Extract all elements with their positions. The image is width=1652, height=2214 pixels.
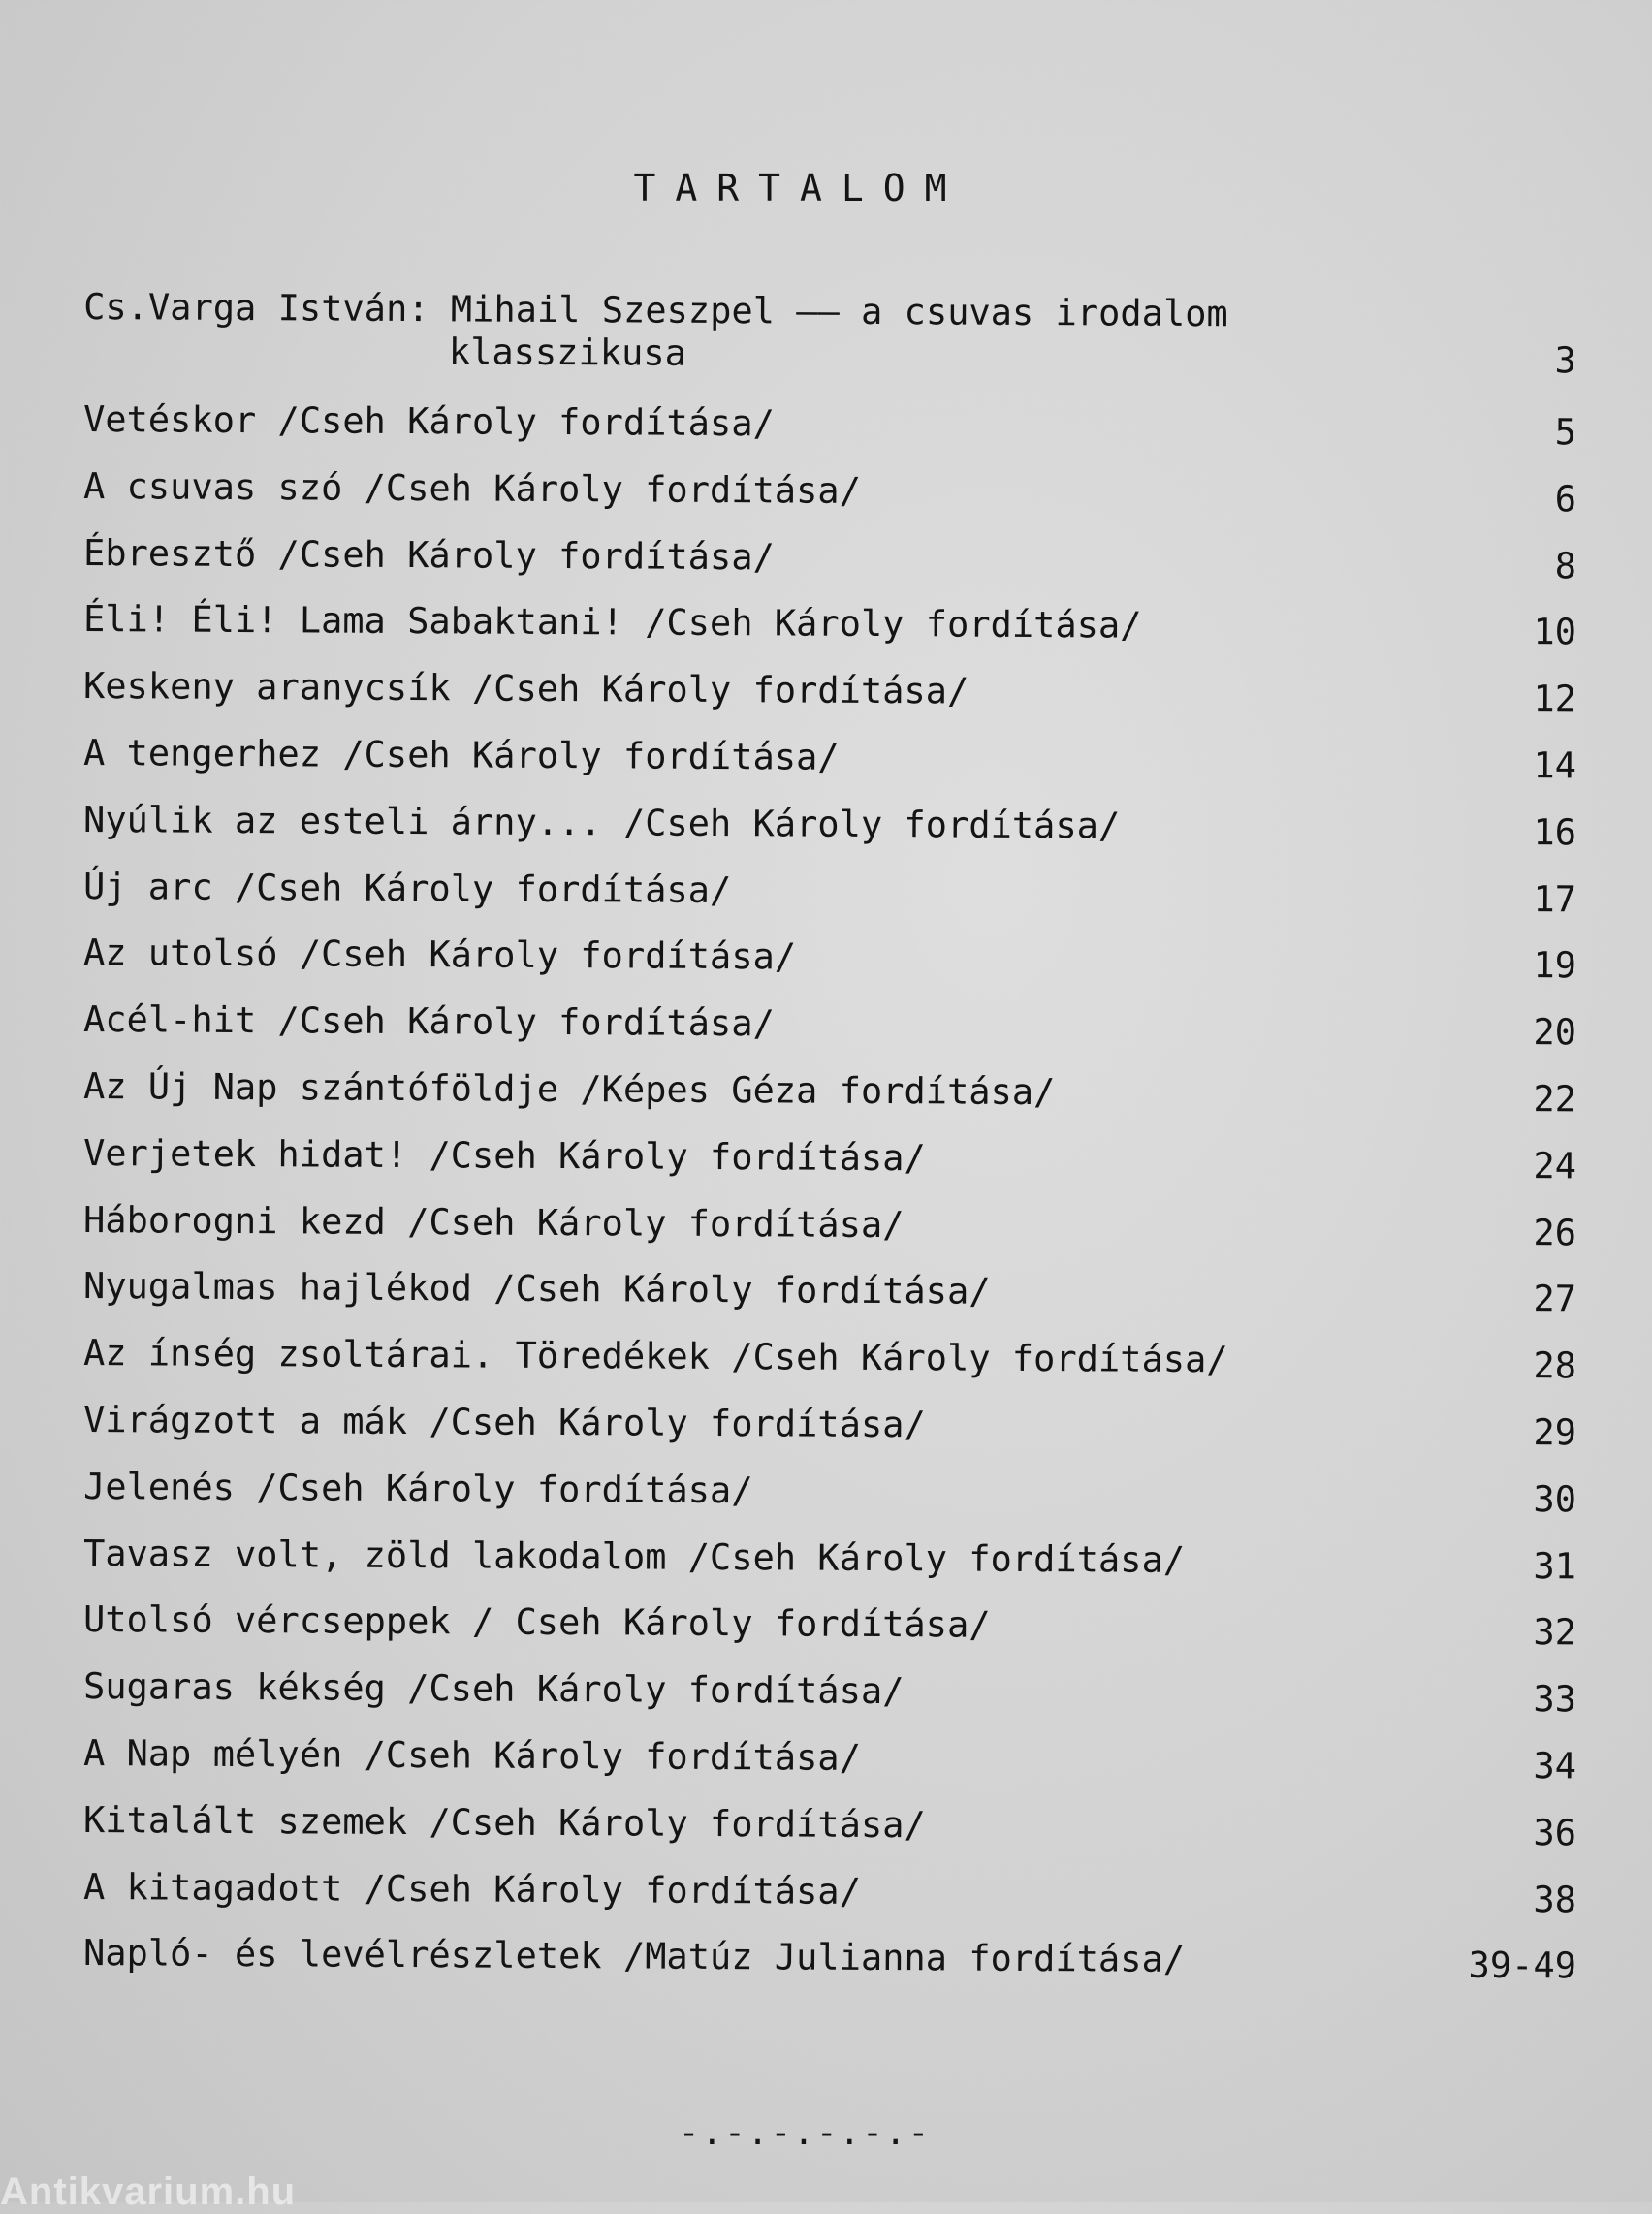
toc-entry-title: A tengerhez /Cseh Károly fordítása/: [82, 731, 840, 778]
toc-entry-title: A Nap mélyén /Cseh Károly fordítása/: [82, 1731, 862, 1779]
toc-entry-page: 20: [1533, 1011, 1577, 1054]
toc-entry-page: 6: [1554, 478, 1577, 521]
toc-entry: [83, 1589, 1576, 1664]
toc-entry-page: 39-49: [1468, 1945, 1577, 1987]
toc-entry: [83, 722, 1576, 798]
toc-entry: [83, 989, 1576, 1064]
toc-entry-page: 24: [1533, 1144, 1577, 1187]
toc-entry: [83, 522, 1576, 598]
toc-entry-title: Háborogni kezd /Cseh Károly fordítása/: [82, 1198, 905, 1246]
watermark: Antikvarium.hu: [0, 2170, 297, 2213]
toc-entry-title: Napló- és levélrészletek /Matúz Julianna fordítása/: [82, 1932, 1186, 1981]
toc-entry: [83, 922, 1576, 997]
toc-entry: [83, 1456, 1576, 1532]
toc-entry-title: Ébresztő /Cseh Károly fordítása/: [82, 531, 775, 578]
toc-entry: [83, 1723, 1576, 1798]
page-title: TARTALOM: [633, 167, 967, 209]
toc-entry-title: Tavasz volt, zöld lakodalom /Cseh Károly fordítása/: [82, 1532, 1186, 1581]
toc-entry-page: 33: [1533, 1678, 1577, 1721]
toc-entry: [83, 856, 1576, 932]
toc-entry-page: 28: [1533, 1344, 1577, 1387]
toc-entry: [83, 1322, 1576, 1398]
toc-entry: [83, 389, 1576, 464]
toc-entry: [83, 456, 1576, 531]
toc-entry-page: 38: [1533, 1878, 1577, 1920]
toc-entry-title: Kitalált szemek /Cseh Károly fordítása/: [82, 1798, 926, 1847]
toc-entry-title: Az ínség zsoltárai. Töredékek /Cseh Károly fordítása/: [82, 1332, 1228, 1381]
toc-entry: [83, 1389, 1576, 1465]
end-ornament: -.-.-.-.-.-: [678, 2113, 932, 2153]
toc-entry-page: 14: [1533, 744, 1577, 787]
toc-entry-title: [83, 286, 1325, 379]
toc-entry: [83, 1922, 1576, 1998]
toc-entry-title: Sugaras kékség /Cseh Károly fordítása/: [82, 1665, 905, 1713]
toc-entry-page: 31: [1533, 1544, 1577, 1587]
toc-entry: [83, 1656, 1576, 1731]
toc-entry-page: 22: [1533, 1078, 1577, 1121]
toc-entry: [83, 1189, 1576, 1265]
toc-entry-page: 16: [1533, 810, 1577, 854]
toc-entry: [83, 1255, 1576, 1331]
toc-entry-title: A csuvas szó /Cseh Károly fordítása/: [82, 464, 862, 512]
toc-entry-page: 8: [1554, 544, 1577, 587]
toc-entry: [83, 789, 1576, 865]
toc-entry-title: Jelenés /Cseh Károly fordítása/: [82, 1465, 753, 1511]
toc-entry-page: 10: [1533, 611, 1577, 653]
toc-entry-title-line1: Cs.Varga István: Mihail Szeszpel —— a csuvas irodalom: [83, 286, 1228, 335]
toc-entry-page: 12: [1533, 678, 1577, 720]
toc-entry-title: Nyugalmas hajlékod /Cseh Károly fordítása/: [82, 1265, 991, 1313]
toc-entry-title: Acél-hit /Cseh Károly fordítása/: [82, 998, 775, 1045]
toc-entry-page: 27: [1533, 1278, 1577, 1320]
toc-entry-title: Nyúlik az esteli árny... /Cseh Károly fordítása/: [82, 798, 1121, 847]
toc-entry-page: 3: [1554, 339, 1576, 382]
toc-entry-title: Vetéskor /Cseh Károly fordítása/: [82, 398, 775, 445]
toc-entry-title-line2: klasszikusa: [448, 331, 687, 374]
toc-entry-title: Virágzott a mák /Cseh Károly fordítása/: [82, 1398, 926, 1446]
toc-entry-page: 17: [1533, 877, 1577, 920]
toc-entry-page: 29: [1533, 1411, 1577, 1454]
toc-entry-page: 5: [1554, 411, 1577, 454]
toc-entry-page: 36: [1533, 1811, 1577, 1854]
toc-entry-page: 19: [1533, 944, 1577, 987]
toc-entry-page: 26: [1533, 1211, 1577, 1253]
toc-entry-title: A kitagadott /Cseh Károly fordítása/: [82, 1865, 862, 1913]
toc-entry-title: Verjetek hidat! /Cseh Károly fordítása/: [82, 1131, 926, 1180]
toc-entry: [83, 588, 1576, 664]
table-of-contents: [83, 276, 1576, 1989]
toc-entry-title: Az utolsó /Cseh Károly fordítása/: [82, 932, 797, 978]
toc-entry: [83, 1123, 1576, 1198]
toc-entry: [83, 276, 1577, 397]
toc-entry-page: 30: [1533, 1477, 1577, 1521]
toc-entry-title: Utolsó vércseppek / Cseh Károly fordítása/: [82, 1598, 991, 1647]
toc-entry-title: Keskeny aranycsík /Cseh Károly fordítása/: [82, 665, 969, 712]
toc-entry: [83, 1789, 1576, 1865]
toc-entry-title: Új arc /Cseh Károly fordítása/: [82, 865, 732, 911]
toc-entry-title: Éli! Éli! Lama Sabaktani! /Cseh Károly fordítása/: [82, 598, 1142, 648]
toc-entry-title: Az Új Nap szántóföldje /Képes Géza fordítása/: [82, 1064, 1056, 1114]
toc-entry: [83, 655, 1576, 731]
toc-entry: [83, 1856, 1576, 1932]
toc-entry: [83, 1523, 1576, 1598]
toc-entry: [83, 1056, 1576, 1131]
toc-entry-page: 34: [1533, 1745, 1577, 1787]
toc-entry-page: 32: [1533, 1611, 1577, 1654]
